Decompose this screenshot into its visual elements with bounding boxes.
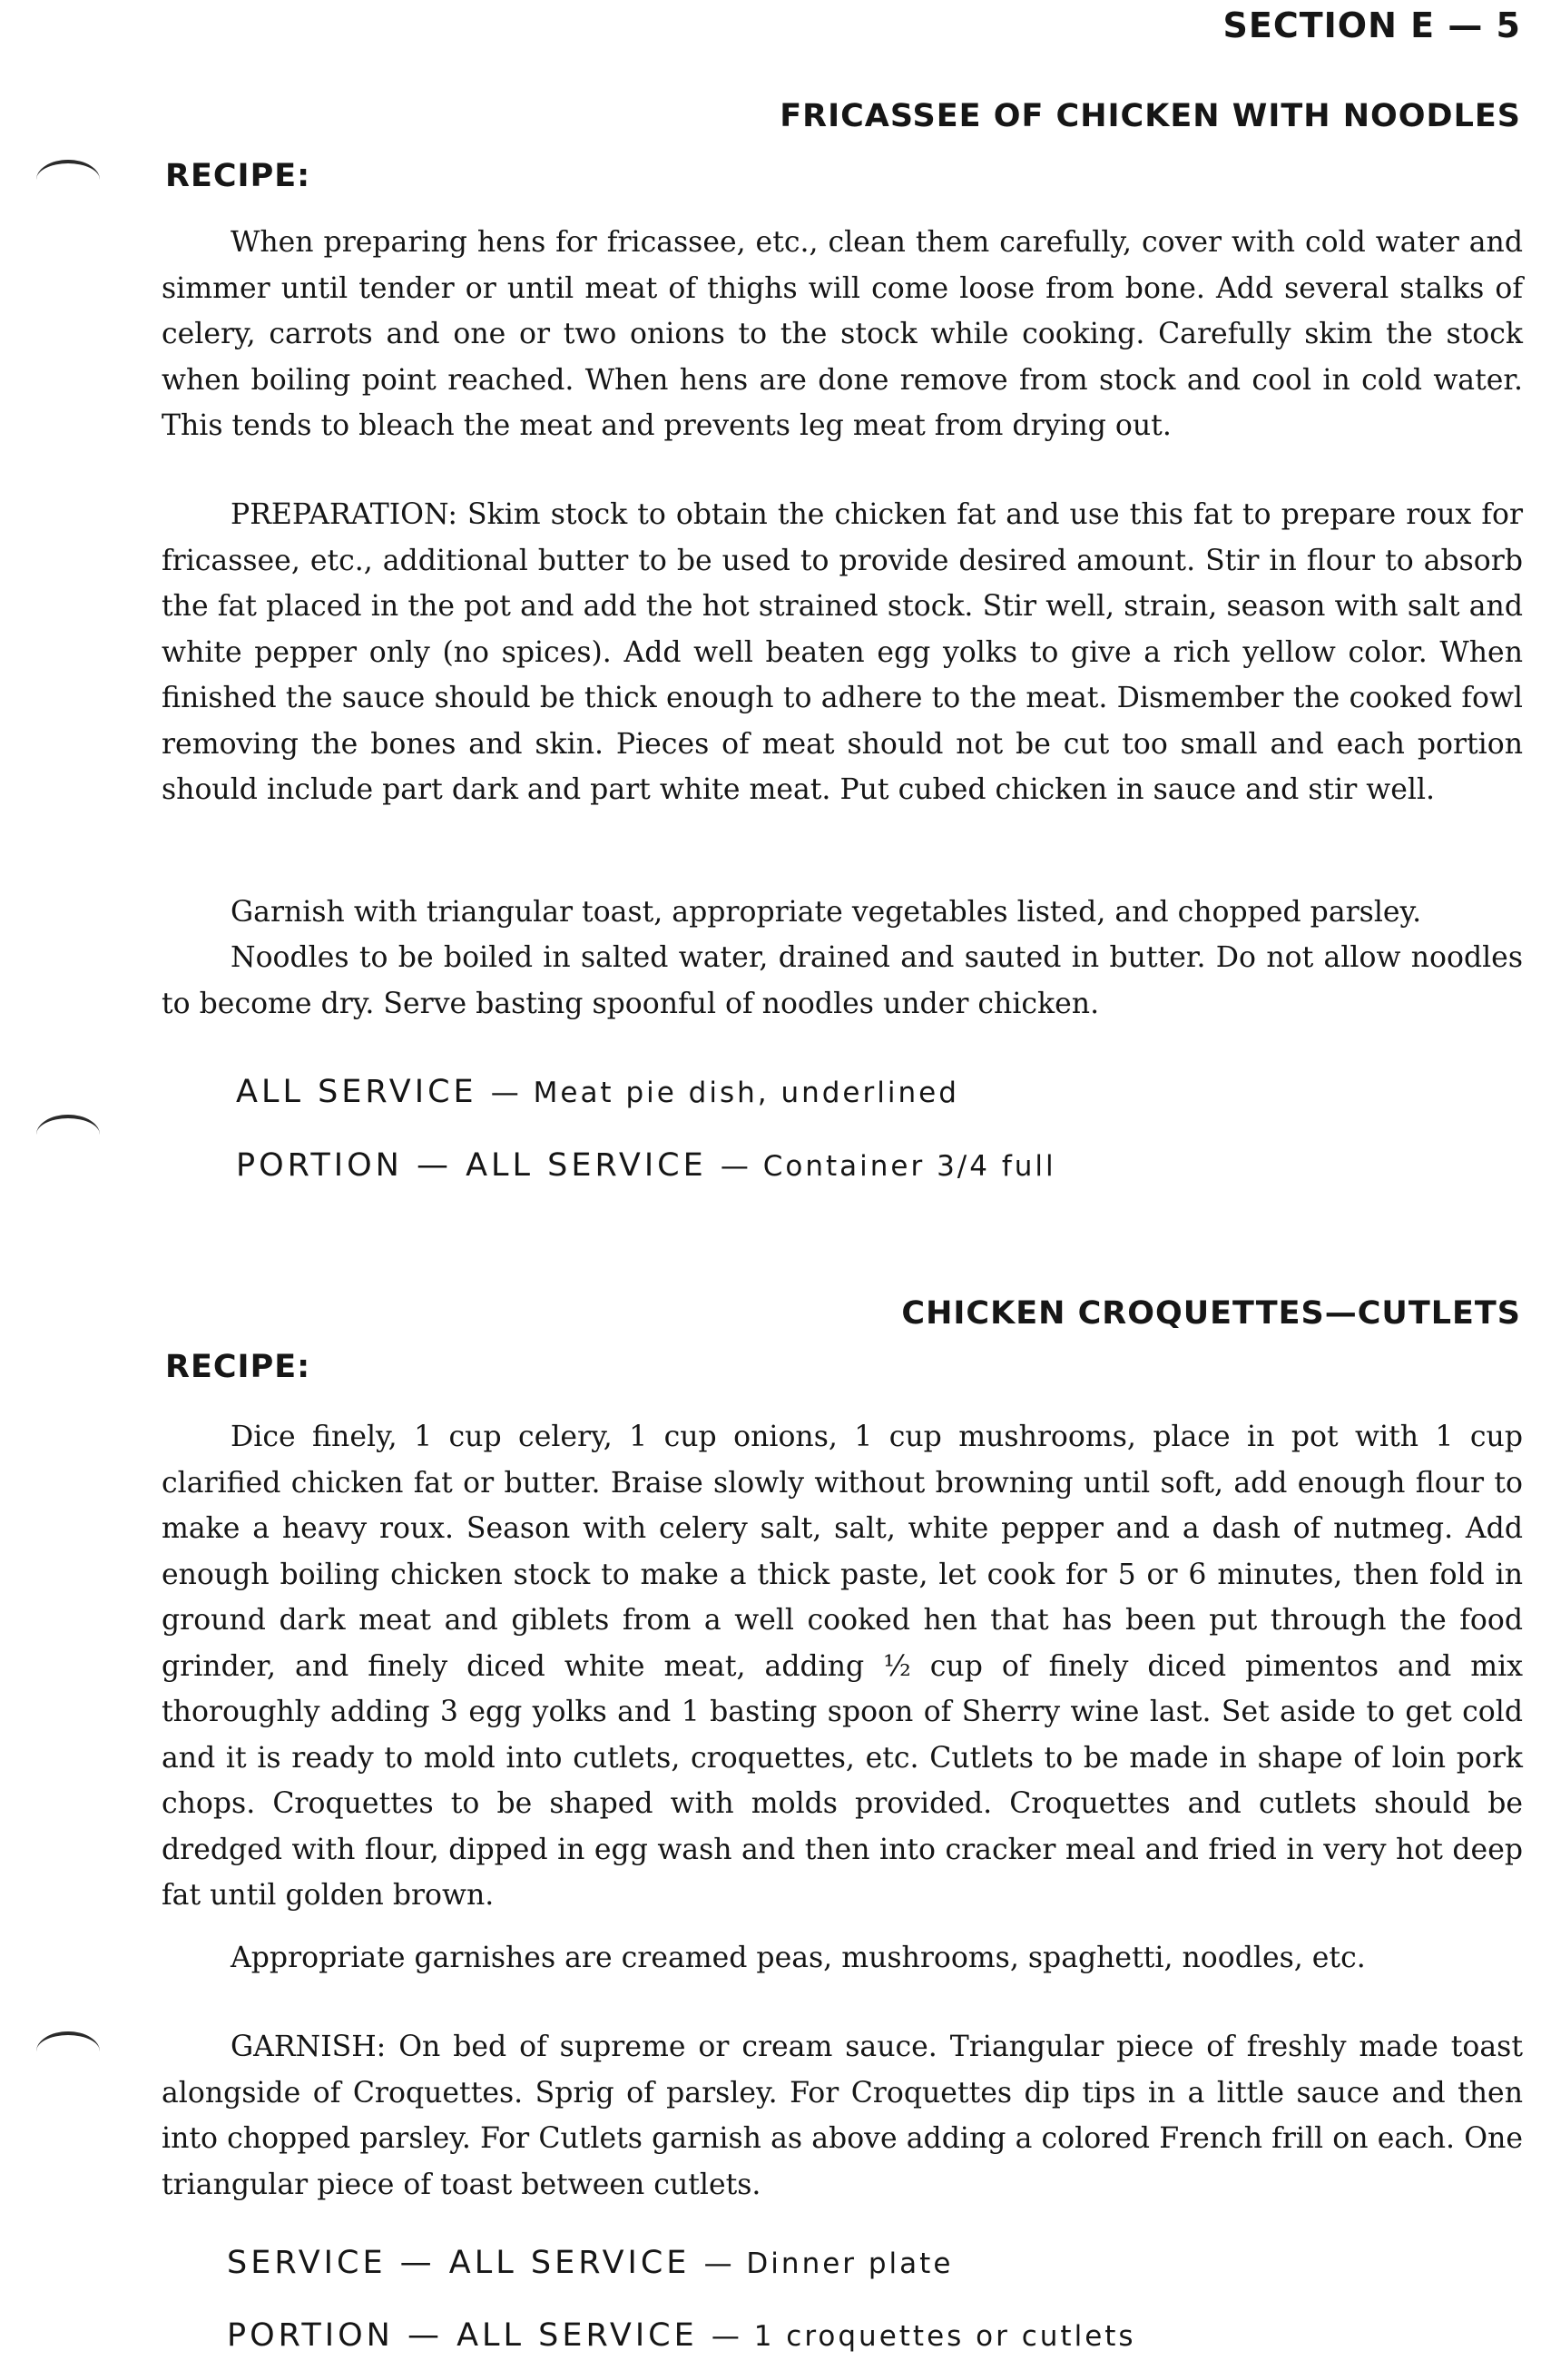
service-label: ALL SERVICE [236,1074,477,1110]
recipe-paragraph: Noodles to be boiled in salted water, drained and sauted in butter. Do not allow noodles to become dry. Serve basting spoonful of noodles under chicken. [162,941,1523,1020]
binder-hole-mark [36,1115,100,1155]
portion-value: — 1 croquettes or cutlets [711,2320,1136,2353]
recipe-paragraph: When preparing hens for fricassee, etc., clean them carefully, cover with cold water and simmer until tender or until meat of thighs will come loose from bone. Add several stalks of celery, carrots and one or two onions to the stock while cooking. Carefully skim the stock when boiling point reached. When hens are done remove from stock and cool in cold water. This tends to bleach the meat and prevents leg meat from drying out. [162,226,1523,442]
recipe-paragraph: Appropriate garnishes are creamed peas, mushrooms, spaghetti, noodles, etc. [231,1942,1366,1974]
service-value: — Dinner plate [703,2247,954,2280]
recipe-label: RECIPE: [165,158,311,194]
recipe-title-croquettes: CHICKEN CROQUETTES—CUTLETS [901,1295,1521,1332]
portion-label: PORTION — ALL SERVICE [236,1147,707,1184]
recipe-paragraph: PREPARATION: Skim stock to obtain the chicken fat and use this fat to prepare roux for fricassee, etc., additional butter to be used to provide desired amount. Stir in flour to absorb the fat placed in the pot and add the hot strained stock. Stir well, strain, season with salt and white pepper only (no spices). Add well beaten egg yolks to give a rich yellow color. When finished the sauce should be thick enough to adhere to the meat. Dismember the cooked fowl removing the bones and skin. Pieces of meat should not be cut too small and each portion should include part dark and part white meat. Put cubed chicken in sauce and stir well. [162,498,1523,806]
recipe-title-fricassee: FRICASSEE OF CHICKEN WITH NOODLES [780,98,1521,134]
service-label: SERVICE — ALL SERVICE [227,2245,691,2281]
portion-value: — Container 3/4 full [720,1150,1056,1183]
portion-line [236,1147,1056,1184]
recipe-paragraph: Garnish with triangular toast, appropriate vegetables listed, and chopped parsley. [231,896,1422,929]
binder-hole-mark [36,160,100,200]
portion-line [227,2317,1136,2354]
service-line [227,2245,953,2281]
recipe-label: RECIPE: [165,1349,311,1385]
section-header: SECTION E — 5 [1222,5,1521,45]
recipe-paragraph: Dice finely, 1 cup celery, 1 cup onions, 1 cup mushrooms, place in pot with 1 cup clarified chicken fat or butter. Braise slowly without browning until soft, add enough flour to make a heavy roux. Season with celery salt, salt, white pepper and a dash of nutmeg. Add enough boiling chicken stock to make a thick paste, let cook for 5 or 6 minutes, then fold in ground dark meat and giblets from a well cooked hen that has been put through the food grinder, and finely diced white meat, adding ½ cup of finely diced pimentos and mix thoroughly adding 3 egg yolks and 1 basting spoon of Sherry wine last. Set aside to get cold and it is ready to mold into cutlets, croquettes, etc. Cutlets to be made in shape of loin pork chops. Croquettes to be shaped with molds provided. Croquettes and cutlets should be dredged with flour, dipped in egg wash and then into cracker meal and fried in very hot deep fat until golden brown. [162,1421,1523,1912]
portion-label: PORTION — ALL SERVICE [227,2317,698,2354]
service-value: — Meat pie dish, underlined [490,1077,959,1109]
recipe-paragraph: GARNISH: On bed of supreme or cream sauce. Triangular piece of freshly made toast alongside of Croquettes. Sprig of parsley. For Croquettes dip tips in a little sauce and then into chopped parsley. For Cutlets garnish as above adding a colored French frill on each. One triangular piece of toast between cutlets. [162,2031,1523,2201]
service-line [236,1074,959,1110]
binder-hole-mark [36,2031,100,2071]
